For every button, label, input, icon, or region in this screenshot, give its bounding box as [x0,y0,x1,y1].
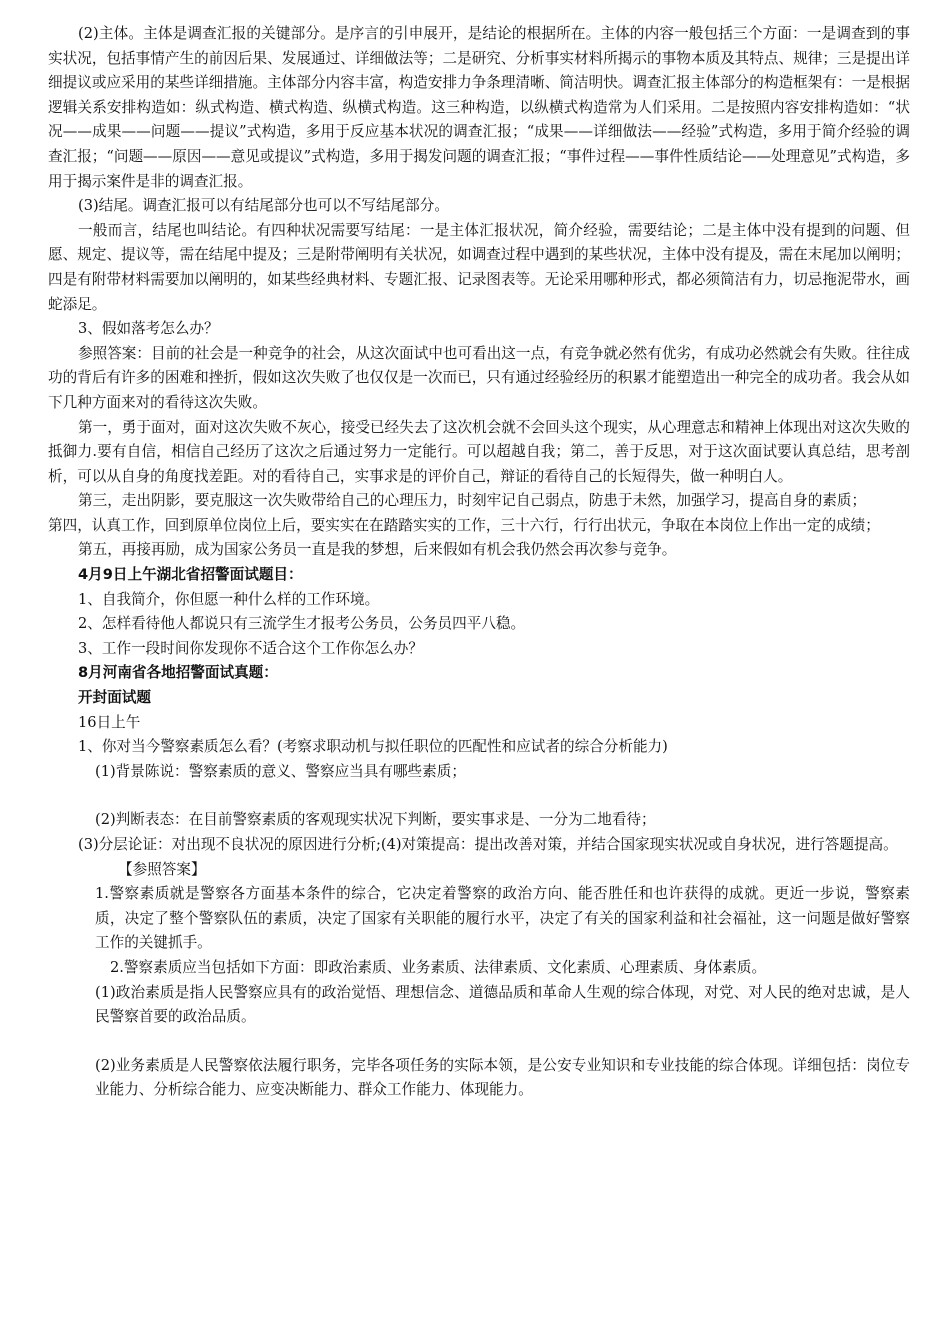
paragraph: 第五，再接再励，成为国家公务员一直是我的梦想，后来假如有机会我仍然会再次参与竞争。 [78,541,677,559]
paragraph: 第四，认真工作，回到原单位岗位上后，要实实在在踏踏实实的工作，三十六行，行行出状元，争取在本岗位上作出一定的成绩； [48,516,880,534]
paragraph: (1)背景陈说：警察素质的意义、警察应当具有哪些素质； [95,762,466,780]
blank-line [48,784,910,808]
paragraph: (3)分层论证：对出现不良状况的原因进行分析;(4)对策提高：提出改善对策，并结合国家现实状况或自身状况，进行答题提高。 [78,836,898,853]
paragraph: 16日上午 [78,713,141,731]
paragraph: (2)业务素质是人民警察依法履行职务，完毕各项任务的实际本领，是公安专业知识和专业技能的综合体现。详细包括：岗位专业能力、分析综合能力、应变决断能力、群众工作能力、体现能力。 [95,1056,910,1099]
paragraph: 2.警察素质应当包括如下方面：即政治素质、业务素质、法律素质、文化素质、心理素质、身体素质。 [110,958,767,976]
paragraph: 1.警察素质就是警察各方面基本条件的综合，它决定着警察的政治方向、能否胜任和也许获得的成就。更近一步说，警察素质，决定了整个警察队伍的素质，决定了国家有关职能的履行水平，决定了有关的国家利益和社会福祉，这一问题是做好警察工作的关键抓手。 [95,885,910,952]
paragraph: 【参照答案】 [118,860,206,878]
paragraph: 参照答案：目前的社会是一种竞争的社会，从这次面试中也可看出这一点，有竞争就必然有优劣，有成功必然就会有失败。往往成功的背后有许多的困难和挫折，假如这次失败了也仅仅是一次而已，只有通过经验经历的积累才能塑造出一种完全的成功者。我会从如下几种方面来对的看待这次失败。 [48,344,910,411]
paragraph: 一般而言，结尾也叫结论。有四种状况需要写结尾：一是主体汇报状况，简介经验，需要结论；二是主体中没有提到的问题、但愿、规定、提议等，需在结尾中提及；三是附带阐明有关状况，如调查过程中遇到的某些状况，主体中没有提及，需在末尾加以阐明；四是有附带材料需要加以阐明的，如某些经典材料、专题汇报、记录图表等。无论采用哪种形式，都必须简洁有力，切忌拖泥带水，画蛇添足。 [48,221,910,313]
document-page [48,22,910,1103]
paragraph: (2)主体。主体是调查汇报的关键部分。是序言的引申展开，是结论的根据所在。主体的内容一般包括三个方面：一是调查到的事实状况，包括事情产生的前因后果、发展通过、详细做法等；二是研究、分析事实材料所揭示的事物本质及其特点、规律；三是提出详细提议或应采用的某些详细措施。主体部分内容丰富，构造安排力争条理清晰、简洁明快。调查汇报主体部分的构造框架有：一是根据逻辑关系安排构造如：纵式构造、横式构造、纵横式构造。这三种构造，以纵横式构造常为人们采用。二是按照内容安排构造如：“状况——成果——问题——提议”式构造，多用于反应基本状况的调查汇报；“成果——详细做法——经验”式构造，多用于简介经验的调查汇报；“问题——原因——意见或提议”式构造，多用于揭发问题的调查汇报；“事件过程——事件性质结论——处理意见”式构造，多用于揭示案件是非的调查汇报。 [48,25,910,190]
paragraph: 第一，勇于面对，面对这次失败不灰心，接受已经失去了这次机会就不会回头这个现实，从心理意志和精神上体现出对这次失败的抵御力.要有自信，相信自己经历了这次之后通过努力一定能行。可以超越自我；第二，善于反思，对于这次面试要认真总结，思考剖析，可以从自身的角度找差距。对的看待自己，实事求是的评价自己，辩证的看待自己的长短得失，做一种明白人。 [48,418,910,485]
paragraph: (1)政治素质是指人民警察应具有的政治觉悟、理想信念、道德品质和革命人生观的综合体现，对党、对人民的绝对忠诚，是人民警察首要的政治品质。 [95,983,910,1026]
paragraph: 1、你对当今警察素质怎么看？(考察求职动机与拟任职位的匹配性和应试者的综合分析能力) [78,738,668,756]
paragraph: (2)判断表态：在目前警察素质的客观现实状况下判断，要实事求是、一分为二地看待； [95,811,656,829]
paragraph: 第三，走出阴影，要克服这一次失败带给自己的心理压力，时刻牢记自己弱点，防患于未然，加强学习，提高自身的素质； [78,492,867,510]
paragraph: 2、怎样看待他人都说只有三流学生才报考公务员，公务员四平八稳。 [78,615,526,633]
section-heading: 4月9日上午湖北省招警面试题目： [78,566,303,584]
paragraph: (3)结尾。调查汇报可以有结尾部分也可以不写结尾部分。 [78,197,449,215]
section-heading: 8月河南省各地招警面试真题： [78,664,278,682]
paragraph: 3、假如落考怎么办？ [78,320,219,338]
blank-line [48,1030,910,1054]
paragraph: 1、自我简介，你但愿一种什么样的工作环境。 [78,590,380,608]
section-heading: 开封面试题 [78,689,151,707]
paragraph: 3、工作一段时间你发现你不适合这个工作你怎么办？ [78,639,423,657]
